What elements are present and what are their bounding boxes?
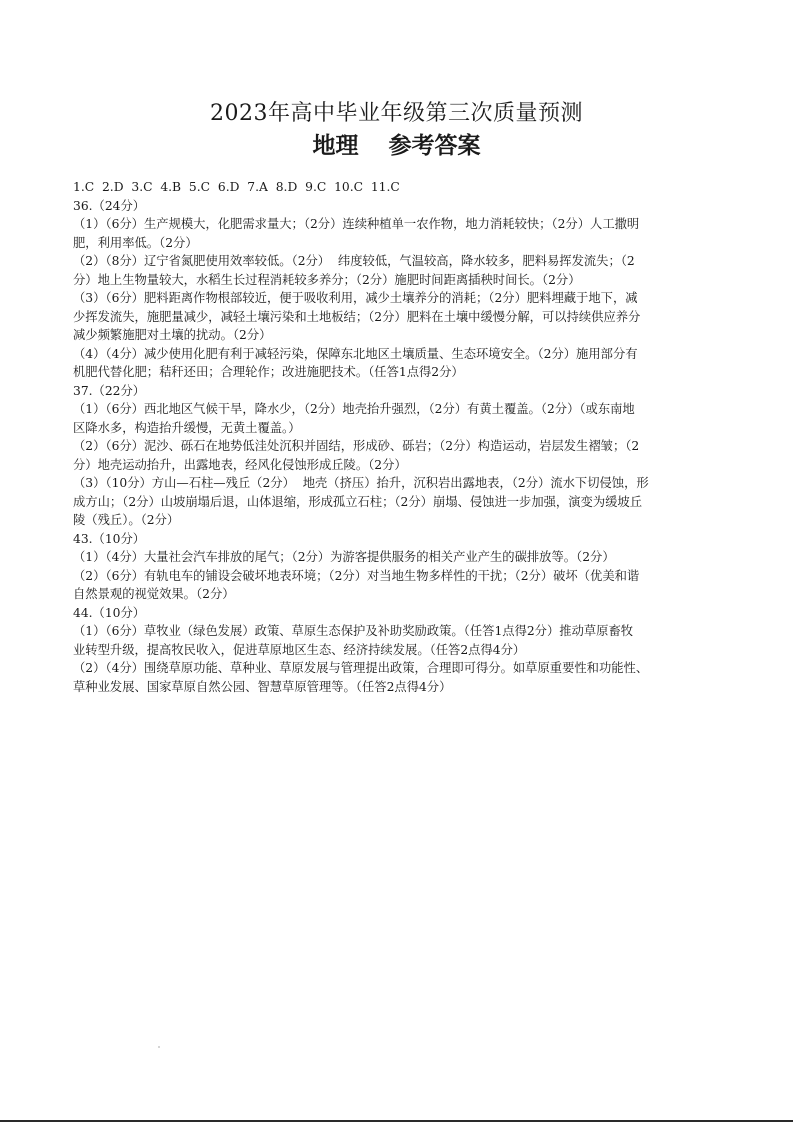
answer-line: 36.（24分）: [73, 198, 146, 213]
answer-line: 减少频繁施肥对土壤的扰动。（2分）: [73, 328, 272, 342]
answer-line: 分）地上生物量较大，水稻生长过程消耗较多养分；（2分）施肥时间距离插秧时间长。（2分）: [73, 272, 581, 287]
answer-line: （1）（6分）草牧业（绿色发展）政策、草原生态保护及补助奖励政策。（任答1点得2分）推动草原畜牧: [73, 624, 634, 638]
stray-dot: [158, 1046, 160, 1048]
answer-line: 自然景观的视觉效果。（2分）: [73, 587, 235, 601]
answer-line: （2）（4分）围绕草原功能、草种业、草原发展与管理提出政策，合理即可得分。如草原重要性和功能性、: [73, 661, 649, 675]
answer-line: 陵（残丘）。（2分）: [73, 513, 180, 527]
answer-line: （1）（6分）生产规模大，化肥需求量大；（2分）连续种植单一农作物，地力消耗较快；（2分）人工撒明: [73, 217, 640, 231]
answer-line: 1.C 2.D 3.C 4.B 5.C 6.D 7.A 8.D 9.C 10.C 11.C: [73, 180, 400, 194]
answer-line: 肥，利用率低。（2分）: [73, 235, 198, 250]
answer-line: 少挥发流失，施肥量减少，减轻土壤污染和土地板结；（2分）肥料在土壤中缓慢分解，可以持续供应养分: [73, 309, 641, 324]
answer-line: 37.（22分）: [73, 383, 146, 398]
answer-line: （3）（10分）方山—石柱—残丘（2分） 地壳（挤压）抬升，沉积岩出露地表，（2分）流水下切侵蚀，形: [73, 476, 649, 490]
answer-line: 44.（10分）: [73, 605, 146, 620]
answer-line: 成方山；（2分）山坡崩塌后退，山体退缩，形成孤立石柱；（2分）崩塌、侵蚀进一步加强，演变为缓坡丘: [73, 494, 643, 509]
answer-line: 草种业发展、国家草原自然公园、智慧草原管理等。（任答2点得4分）: [73, 679, 452, 694]
answer-line: 区降水多，构造抬升缓慢，无黄土覆盖。）: [73, 420, 301, 435]
answer-line: （2）（6分）泥沙、砾石在地势低洼处沉积并固结，形成砂、砾岩；（2分）构造运动，岩层发生褶皱；（2: [73, 439, 640, 453]
answer-line: （4）（4分）减少使用化肥有利于减轻污染，保障东北地区土壤质量、生态环境安全。（2分）施用部分有: [73, 346, 638, 361]
answer-line: （1）（6分）西北地区气候干旱，降水少，（2分）地壳抬升强烈，（2分）有黄土覆盖。（2分）（或东南地: [73, 402, 635, 416]
page-title: 2023年高中毕业年级第三次质量预测: [210, 101, 583, 126]
answer-line: （2）（8分）辽宁省氮肥使用效率较低。（2分） 纬度较低，气温较高，降水较多，肥料易挥发流失；（2: [73, 254, 635, 268]
answer-line: 43.（10分）: [73, 531, 146, 546]
answer-label: 参考答案: [388, 133, 481, 159]
answer-line: （2）（6分）有轨电车的铺设会破坏地表环境；（2分）对当地生物多样性的干扰；（2分）破坏（优美和谐: [73, 568, 640, 583]
answer-line: 机肥代替化肥；秸秆还田；合理轮作；改进施肥技术。（任答1点得2分）: [73, 365, 464, 379]
answer-line: 分）地壳运动抬升，出露地表，经风化侵蚀形成丘陵。（2分）: [73, 457, 407, 472]
answer-line: （3）（6分）肥料距离作物根部较近，便于吸收利用，减少土壤养分的消耗；（2分）肥料埋藏于地下，减: [73, 291, 638, 305]
answer-line: 业转型升级，提高牧民收入，促进草原地区生态、经济持续发展。（任答2点得4分）: [73, 642, 526, 657]
answer-line: （1）（4分）大量社会汽车排放的尾气；（2分）为游客提供服务的相关产业产生的碳排放等。（2分）: [73, 550, 615, 564]
subject-label: 地理: [312, 133, 359, 159]
page-subtitle: [0, 131, 793, 161]
answer-content: [73, 178, 728, 696]
